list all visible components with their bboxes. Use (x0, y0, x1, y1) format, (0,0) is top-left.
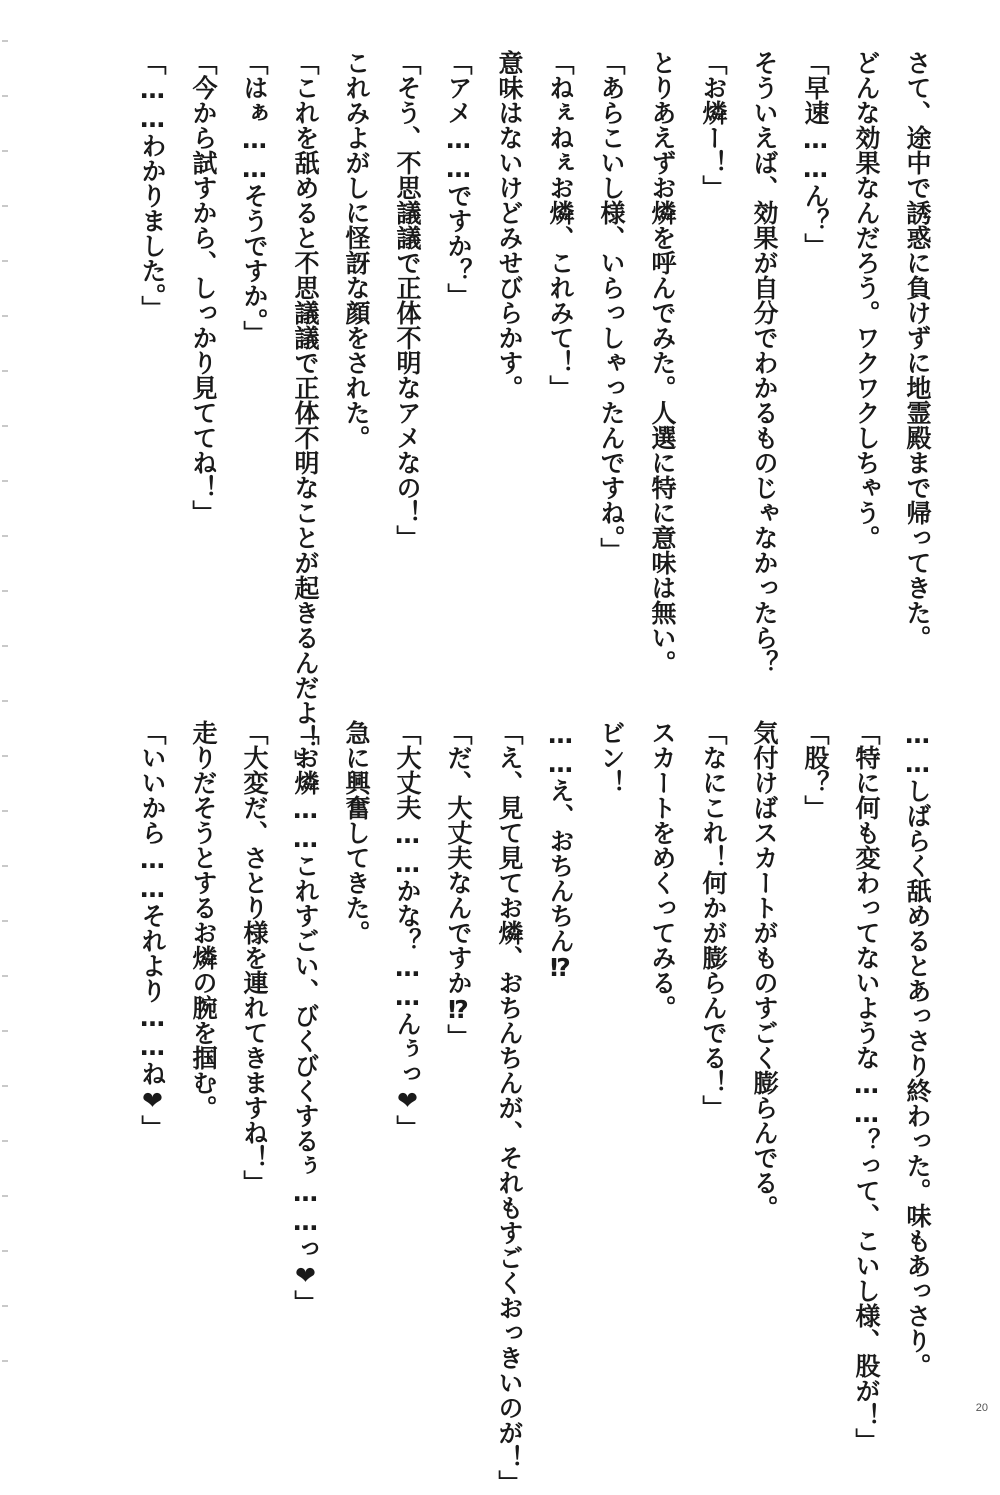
page-number: 20 (975, 1402, 988, 1414)
text-line: 「今から試すから、しっかり見ててね！」 (189, 50, 218, 525)
text-line: これみよがしに怪訝な顔をされた。 (342, 50, 371, 450)
text-line: 「え、見て見てお燐、おちんちんが、それもすごくおっきいのが！」 (495, 720, 524, 1495)
text-line: 「特に何も変わってないような……？って、こいし様、股が！」 (852, 720, 881, 1453)
text-line: 「大丈夫……かな？……んぅっ❤」 (393, 720, 422, 1140)
text-line: とりあえずお燐を呼んでみた。人選に特に意味は無い。 (648, 50, 677, 675)
text-line: 走りだそうとするお燐の腕を掴む。 (189, 720, 218, 1120)
text-line: 意味はないけどみせびらかす。 (495, 50, 524, 400)
text-line: そういえば、効果が自分でわかるものじゃなかったら？ (750, 50, 779, 675)
text-line: ……しばらく舐めるとあっさり終わった。味もあっさり。 (903, 720, 932, 1378)
text-line: スカートをめくってみる。 (648, 720, 677, 1020)
text-line: 「これを舐めると不思議議で正体不明なことが起きるんだよ！」 (291, 50, 320, 775)
text-line: 「早速……ん？」 (801, 50, 830, 258)
text-line: 急に興奮してきた。 (342, 720, 371, 945)
text-line: 「アメ……ですか？」 (444, 50, 473, 308)
text-line: 「なにこれ！何かが膨らんでる！」 (699, 720, 728, 1120)
lower-text-block (132, 720, 938, 1495)
text-line: 「そう、不思議議で正体不明なアメなの！」 (393, 50, 422, 550)
text-line: 「……わかりました。」 (138, 50, 167, 321)
text-line: どんな効果なんだろう。ワクワクしちゃう。 (852, 50, 881, 550)
text-line: 気付けばスカートがものすごく膨らんでる。 (750, 720, 779, 1220)
text-line: さて、途中で誘惑に負けずに地霊殿まで帰ってきた。 (903, 50, 932, 650)
text-line: 「ねぇねぇお燐、これみて！」 (546, 50, 575, 400)
text-line: 「股？」 (801, 720, 830, 820)
text-line: 「だ、大丈夫なんですか⁉」 (444, 720, 473, 1049)
text-line: 「お燐……これすごい、びくびくするぅ……っ❤」 (291, 720, 320, 1315)
text-line: 「いいから……それより……ね❤」 (138, 720, 167, 1140)
text-line: 「はぁ……そうですか。」 (240, 50, 269, 346)
text-line: 「お燐ー！」 (699, 50, 728, 200)
text-line: ビン！ (597, 720, 626, 795)
text-line: 「あらこいし様、いらっしゃったんですね。」 (597, 50, 626, 563)
text-line: ……え、おちんちん⁉ (546, 720, 575, 982)
text-line: 「大変だ、さとり様を連れてきますね！」 (240, 720, 269, 1195)
binding-edge (0, 0, 14, 1420)
